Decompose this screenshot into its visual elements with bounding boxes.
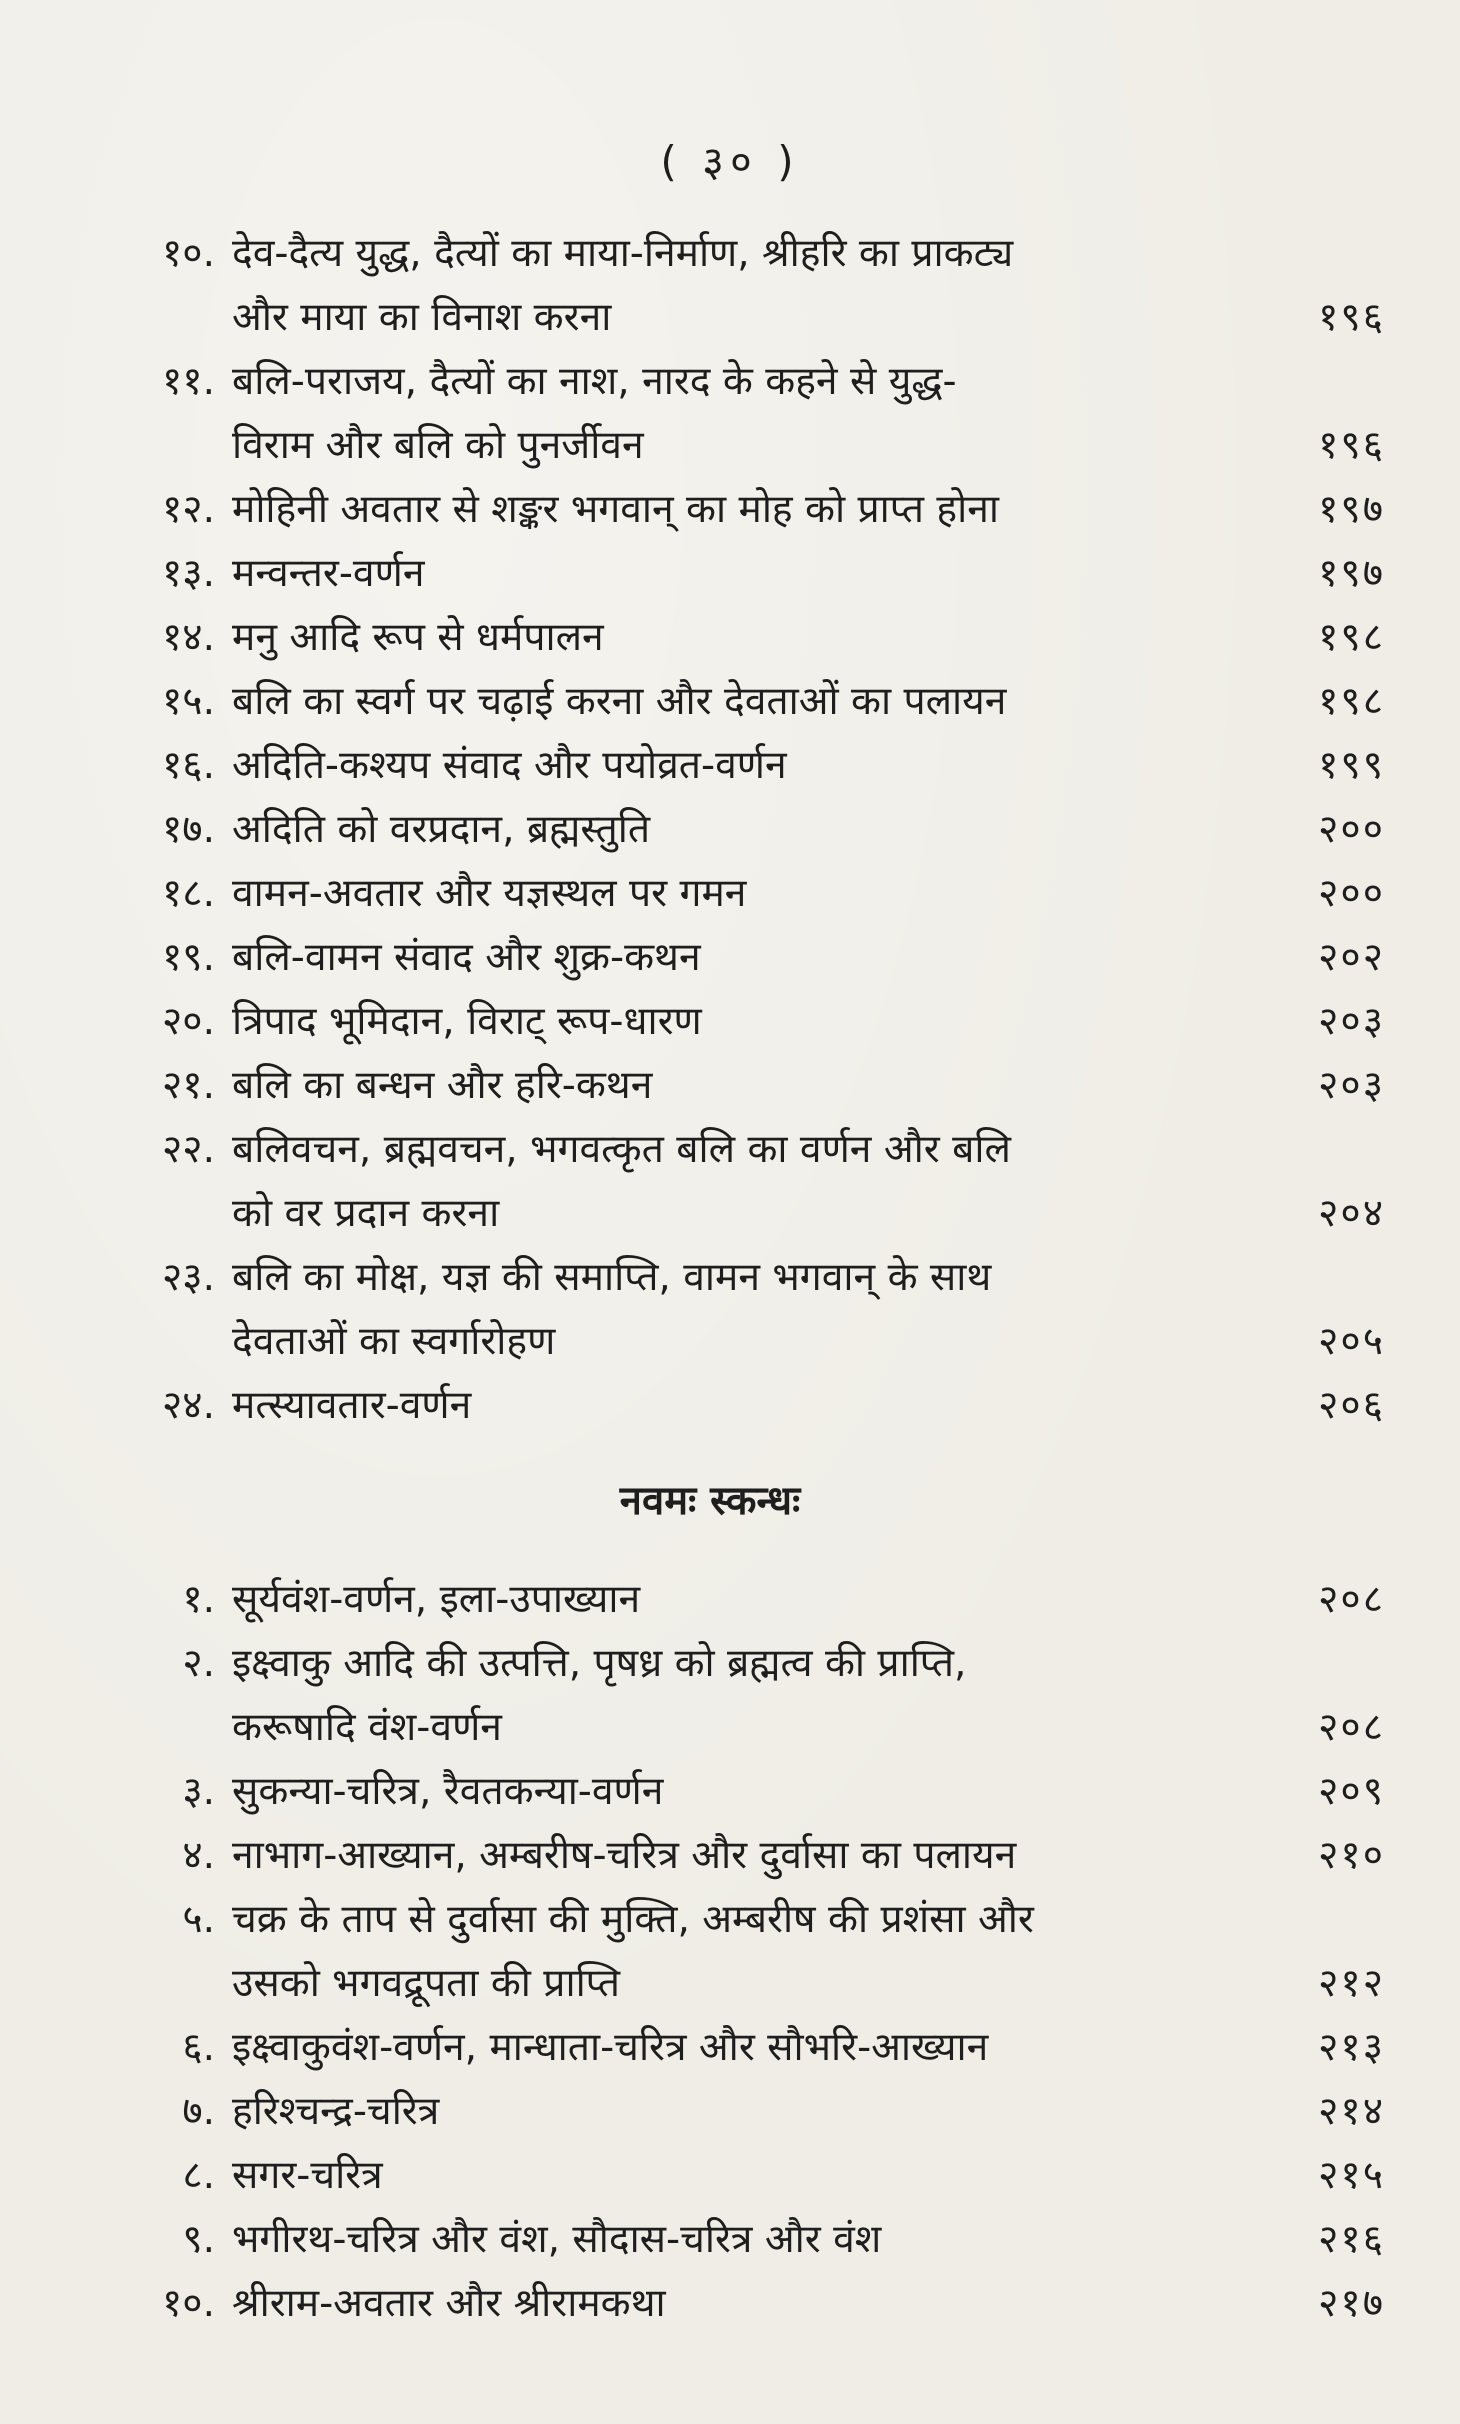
toc-entry	[0, 2016, 1460, 2080]
entry-page-number: १९७	[1318, 487, 1385, 532]
entry-number: ९.	[182, 2217, 215, 2262]
entry-title-line: बलि-वामन संवाद और शुक्र-कथन	[232, 935, 701, 980]
toc-entry	[0, 990, 1460, 1054]
entry-title	[232, 542, 1232, 606]
table-of-contents	[0, 222, 1460, 2336]
entry-page-number: २१७	[1318, 2281, 1385, 2326]
entry-title-line: नाभाग-आख्यान, अम्बरीष-चरित्र और दुर्वासा का पलायन	[232, 1833, 1017, 1878]
entry-title-line: बलि-पराजय, दैत्यों का नाश, नारद के कहने से युद्ध-	[232, 359, 957, 404]
entry-title	[232, 2272, 1232, 2336]
entry-title	[232, 926, 1232, 990]
toc-entry	[0, 1568, 1460, 1632]
entry-title-line: बलि का मोक्ष, यज्ञ की समाप्ति, वामन भगवान् के साथ	[232, 1255, 992, 1300]
entry-title	[232, 1246, 1232, 1374]
entry-page-number: २०३	[1318, 1063, 1385, 1108]
entry-title	[232, 990, 1232, 1054]
entry-number: ७.	[182, 2089, 215, 2134]
entry-page-number: २०६	[1318, 1383, 1385, 1428]
entry-title-line: अदिति को वरप्रदान, ब्रह्मस्तुति	[232, 807, 651, 852]
entry-number: १५.	[162, 679, 215, 724]
entry-title	[232, 1824, 1232, 1888]
entry-number: २.	[182, 1641, 215, 1686]
entry-title-line: बलिवचन, ब्रह्मवचन, भगवत्कृत बलि का वर्णन और बलि	[232, 1127, 1011, 1172]
toc-entry	[0, 670, 1460, 734]
entry-number: ५.	[182, 1897, 215, 1942]
entry-number: २१.	[162, 1063, 215, 1108]
toc-entry	[0, 350, 1460, 478]
toc-entry	[0, 1118, 1460, 1246]
entry-title-line: चक्र के ताप से दुर्वासा की मुक्ति, अम्बरीष की प्रशंसा और	[232, 1897, 1034, 1942]
toc-entry	[0, 1374, 1460, 1438]
entry-page-number: २०९	[1318, 1769, 1385, 1814]
entry-number: १६.	[162, 743, 215, 788]
entry-title-line: को वर प्रदान करना	[232, 1191, 500, 1236]
entry-page-number: २१०	[1318, 1833, 1385, 1878]
entry-title	[232, 350, 1232, 478]
entry-page-number: १९९	[1318, 743, 1385, 788]
entry-number: १४.	[162, 615, 215, 660]
entry-number: १०.	[162, 2281, 215, 2326]
entry-number: १७.	[162, 807, 215, 852]
entry-title	[232, 734, 1232, 798]
entry-title	[232, 1760, 1232, 1824]
entry-page-number: २०३	[1318, 999, 1385, 1044]
entry-title	[232, 478, 1232, 542]
toc-entry	[0, 1760, 1460, 1824]
entry-number: ८.	[182, 2153, 215, 2198]
entry-number: २४.	[162, 1383, 215, 1428]
entry-title-line: श्रीराम-अवतार और श्रीरामकथा	[232, 2281, 666, 2326]
entry-number: १०.	[162, 231, 215, 276]
entry-page-number: २००	[1318, 871, 1385, 916]
entry-title-line: मनु आदि रूप से धर्मपालन	[232, 615, 604, 660]
toc-entry	[0, 542, 1460, 606]
entry-title-line: सुकन्या-चरित्र, रैवतकन्या-वर्णन	[232, 1769, 664, 1814]
entry-page-number: २१२	[1318, 1961, 1385, 2006]
toc-entry	[0, 734, 1460, 798]
entry-page-number: २१३	[1318, 2025, 1385, 2070]
entry-page-number: १९८	[1318, 679, 1385, 724]
toc-entry	[0, 222, 1460, 350]
entry-number: ११.	[162, 359, 215, 404]
entry-page-number: १९६	[1318, 423, 1385, 468]
toc-entry	[0, 2144, 1460, 2208]
entry-title	[232, 2016, 1232, 2080]
toc-entry	[0, 1246, 1460, 1374]
entry-title	[232, 1568, 1232, 1632]
entry-number: १३.	[162, 551, 215, 596]
entry-title-line: बलि का बन्धन और हरि-कथन	[232, 1063, 653, 1108]
entry-page-number: २१६	[1318, 2217, 1385, 2262]
entry-title	[232, 1118, 1232, 1246]
entry-title-line: मन्वन्तर-वर्णन	[232, 551, 425, 596]
entry-page-number: २००	[1318, 807, 1385, 852]
entry-page-number: २१४	[1318, 2089, 1385, 2134]
entry-title-line: देवताओं का स्वर्गारोहण	[232, 1319, 556, 1364]
entry-number: ४.	[182, 1833, 215, 1878]
entry-title-line: मत्स्यावतार-वर्णन	[232, 1383, 472, 1428]
entry-title-line: हरिश्चन्द्र-चरित्र	[232, 2089, 440, 2134]
entry-title-line: मोहिनी अवतार से शङ्कर भगवान् का मोह को प्राप्त होना	[232, 487, 999, 532]
entry-page-number: २०२	[1318, 935, 1385, 980]
entry-number: ६.	[182, 2025, 215, 2070]
entry-page-number: २०४	[1318, 1191, 1385, 1236]
entry-title	[232, 670, 1232, 734]
entry-title	[232, 798, 1232, 862]
toc-entry	[0, 926, 1460, 990]
toc-entry	[0, 2208, 1460, 2272]
entry-number: १८.	[162, 871, 215, 916]
entry-title-line: भगीरथ-चरित्र और वंश, सौदास-चरित्र और वंश	[232, 2217, 882, 2262]
entry-title-line: बलि का स्वर्ग पर चढ़ाई करना और देवताओं का पलायन	[232, 679, 1007, 724]
section-heading: नवमः स्कन्धः	[619, 1478, 801, 1524]
toc-entry	[0, 1054, 1460, 1118]
entry-number: १२.	[162, 487, 215, 532]
entry-page-number: १९६	[1318, 295, 1385, 340]
entry-title-line: सगर-चरित्र	[232, 2153, 383, 2198]
entry-title-line: अदिति-कश्यप संवाद और पयोव्रत-वर्णन	[232, 743, 787, 788]
entry-title	[232, 2080, 1232, 2144]
entry-number: २३.	[162, 1255, 215, 1300]
entry-title-line: देव-दैत्य युद्ध, दैत्यों का माया-निर्माण, श्रीहरि का प्राकट्य	[232, 231, 1014, 276]
entry-title-line: सूर्यवंश-वर्णन, इला-उपाख्यान	[232, 1577, 641, 1622]
entry-title	[232, 1054, 1232, 1118]
toc-entry	[0, 606, 1460, 670]
toc-entry	[0, 2080, 1460, 2144]
entry-title-line: त्रिपाद भूमिदान, विराट् रूप-धारण	[232, 999, 702, 1044]
entry-number: २२.	[162, 1127, 215, 1172]
entry-page-number: २१५	[1318, 2153, 1385, 2198]
toc-entry	[0, 1824, 1460, 1888]
entry-number: १.	[182, 1577, 215, 1622]
entry-title	[232, 2144, 1232, 2208]
entry-title-line: करूषादि वंश-वर्णन	[232, 1705, 502, 1750]
entry-title-line: वामन-अवतार और यज्ञस्थल पर गमन	[232, 871, 747, 916]
entry-title-line: और माया का विनाश करना	[232, 295, 612, 340]
toc-entry	[0, 2272, 1460, 2336]
entry-page-number: २०८	[1318, 1705, 1385, 1750]
toc-entry	[0, 1888, 1460, 2016]
entry-title-line: इक्ष्वाकु आदि की उत्पत्ति, पृषध्र को ब्रह्मत्व की प्राप्ति,	[232, 1641, 967, 1686]
entry-title-line: विराम और बलि को पुनर्जीवन	[232, 423, 644, 468]
entry-page-number: १९८	[1318, 615, 1385, 660]
entry-page-number: २०५	[1318, 1319, 1385, 1364]
entry-number: ३.	[182, 1769, 215, 1814]
toc-entry	[0, 798, 1460, 862]
entry-title	[232, 1374, 1232, 1438]
toc-entry	[0, 1632, 1460, 1760]
entry-title-line: उसको भगवद्रूपता की प्राप्ति	[232, 1961, 620, 2006]
entry-number: १९.	[162, 935, 215, 980]
entry-title	[232, 2208, 1232, 2272]
entry-title	[232, 222, 1232, 350]
entry-title	[232, 1888, 1232, 2016]
toc-entry	[0, 862, 1460, 926]
toc-entry	[0, 478, 1460, 542]
page-number: ( ३० )	[660, 137, 800, 186]
entry-title	[232, 1632, 1232, 1760]
entry-title	[232, 606, 1232, 670]
entry-number: २०.	[162, 999, 215, 1044]
entry-title	[232, 862, 1232, 926]
entry-page-number: २०८	[1318, 1577, 1385, 1622]
entry-title-line: इक्ष्वाकुवंश-वर्णन, मान्धाता-चरित्र और सौभरि-आख्यान	[232, 2025, 989, 2070]
entry-page-number: १९७	[1318, 551, 1385, 596]
